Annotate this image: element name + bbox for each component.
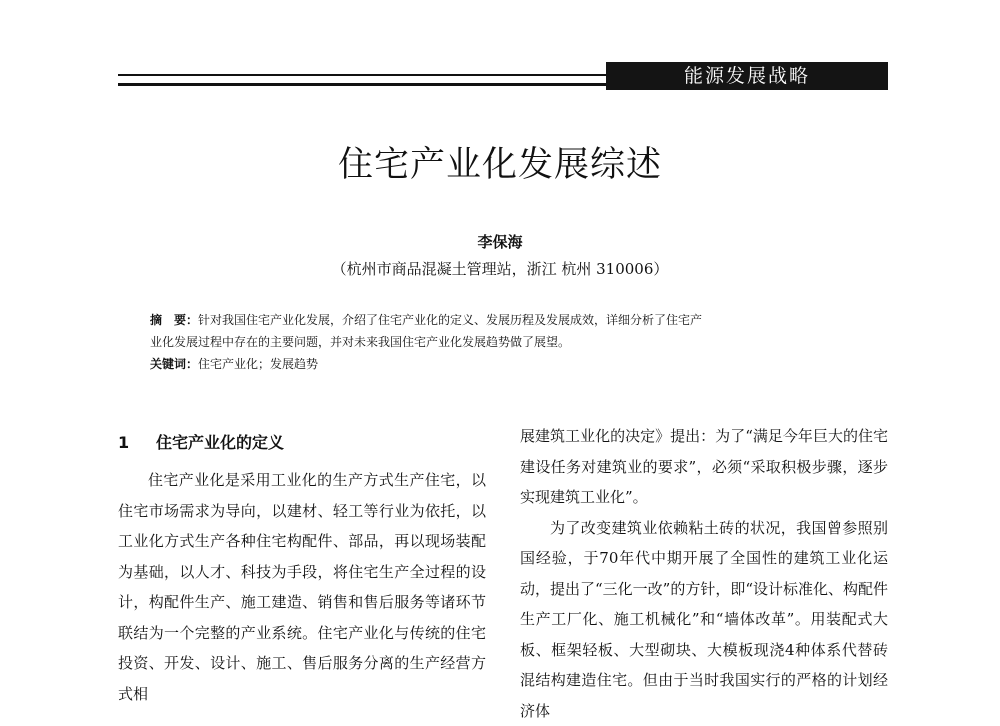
keywords-label: 关键词： [150,357,198,371]
author-affiliation: （杭州市商品混凝土管理站，浙江 杭州 310006） [0,258,1000,279]
section-number: 1 [118,425,156,461]
section-heading [118,425,486,461]
section-tag: 能源发展战略 [606,62,888,90]
paragraph-continuation: 展建筑工业化的决定》提出：为了“满足今年巨大的住宅建设任务对建筑业的要求”，必须“采取积极步骤，逐步实现建筑工业化”。 [520,421,888,513]
abstract-line-1 [150,309,860,331]
header-rule-top [118,74,606,76]
keywords-line [150,353,860,375]
author-name: 李保海 [0,231,1000,252]
paragraph-definition: 住宅产业化是采用工业化的生产方式生产住宅，以住宅市场需求为导向，以建材、轻工等行业为依托，以工业化方式生产各种住宅构配件、部品，再以现场装配为基础，以人才、科技为手段，将住宅生产全过程的设计，构配件生产、施工建造、销售和售后服务等诸环节联结为一个完整的产业系统。住宅产业化与传统的住宅投资、开发、设计、施工、售后服务分离的生产经营方式相 [118,465,486,709]
keywords-text: 住宅产业化；发展趋势 [198,357,318,371]
left-column [118,425,486,709]
paragraph-history: 为了改变建筑业依赖粘土砖的状况，我国曾参照别国经验，于70年代中期开展了全国性的建筑工业化运动，提出了“三化一改”的方针，即“设计标准化、构配件生产工厂化、施工机械化”和“墙体改革”。用装配式大板、框架轻板、大型砌块、大模板现浇4种体系代替砖混结构建造住宅。但由于当时我国实行的严格的计划经济体 [520,513,888,726]
section-title: 住宅产业化的定义 [156,433,284,452]
right-column [520,421,888,726]
article-title: 住宅产业化发展综述 [0,137,1000,187]
abstract-text-1: 针对我国住宅产业化发展，介绍了住宅产业化的定义、发展历程及发展成效，详细分析了住宅产 [198,313,702,327]
abstract-block [150,309,860,375]
abstract-label: 摘 要： [150,313,198,327]
abstract-text-2: 业化发展过程中存在的主要问题，并对未来我国住宅产业化发展趋势做了展望。 [150,331,860,353]
header-rule-bottom [118,83,606,86]
